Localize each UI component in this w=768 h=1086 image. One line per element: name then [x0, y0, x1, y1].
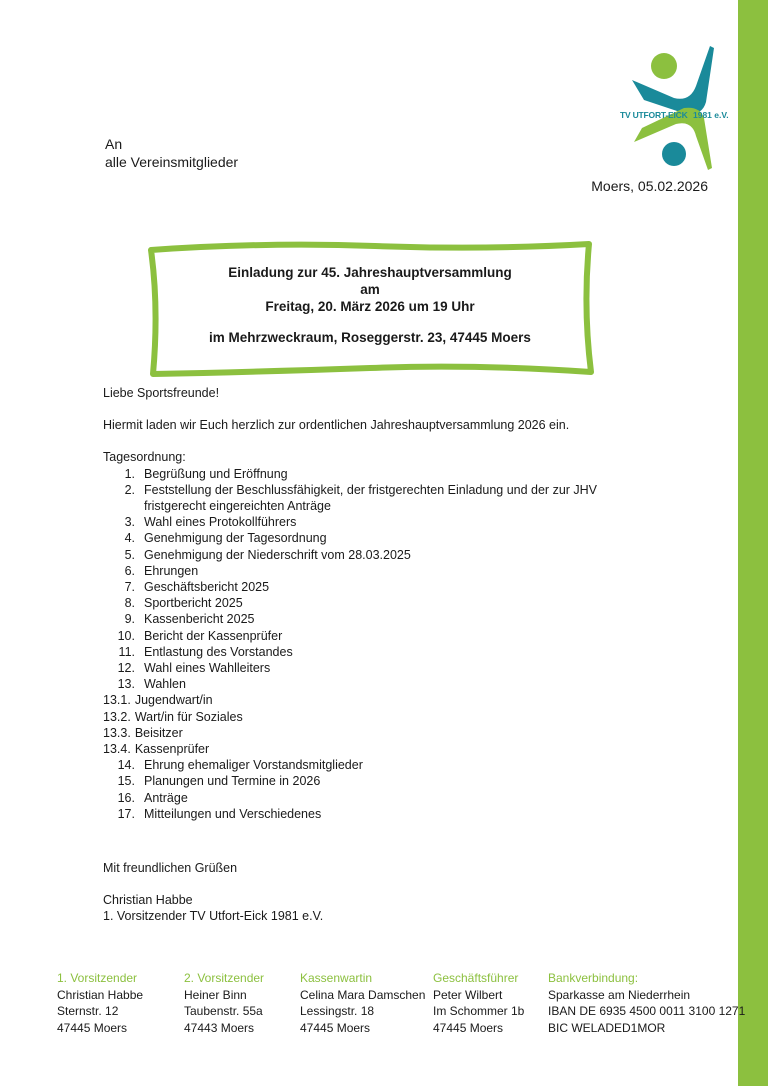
recipient [105, 135, 238, 171]
recipient-line-2: alle Vereinsmitglieder [105, 154, 239, 170]
agenda-subitem: 13.1. Jugendwart/in [103, 693, 213, 708]
letter-body [103, 385, 703, 925]
agenda-title: Tagesordnung: [103, 450, 186, 465]
green-side-bar [738, 0, 768, 1086]
invitation-am: am [360, 282, 380, 297]
letter-date: Moers, 05.02.2026 [591, 178, 708, 194]
agenda-item: 10. Bericht der Kassenprüfer [117, 628, 283, 643]
agenda-item: 11. Entlastung des Vorstandes [118, 644, 293, 659]
footer-col-vice-chairman: 2. Vorsitzender Heiner Binn Taubenstr. 55a 47443 Moers [184, 971, 265, 1035]
agenda-item: 12. Wahl eines Wahlleiters [117, 661, 271, 676]
signature-title: 1. Vorsitzender TV Utfort-Eick 1981 e.V. [103, 909, 324, 924]
agenda-item: 6. Ehrungen [124, 563, 199, 578]
logo-name-left: TV UTFORT-EICK [620, 110, 688, 120]
recipient-line-1: An [105, 136, 123, 152]
agenda-item: 14. Ehrung ehemaliger Vorstandsmitglieder [117, 758, 363, 773]
club-logo-icon [612, 42, 730, 172]
invitation-box [145, 238, 595, 380]
intro-text: Hiermit laden wir Euch herzlich zur ordentlichen Jahreshauptversammlung 2026 ein. [103, 418, 570, 433]
footer-col-chairman: 1. Vorsitzender Christian Habbe Sternstr. 12 47445 Moers [57, 971, 144, 1035]
agenda-item: 15. Planungen und Termine in 2026 [117, 774, 321, 789]
agenda-item: 7. Geschäftsbericht 2025 [124, 580, 270, 595]
signature-name: Christian Habbe [103, 893, 193, 908]
agenda-item: 2. Feststellung der Beschlussfähigkeit, der fristgerechten Einladung und der zur JHV fristgerecht eingereichten Anträge [124, 482, 598, 514]
agenda-item: 8. Sportbericht 2025 [124, 596, 243, 611]
agenda-item: 4. Genehmigung der Tagesordnung [124, 531, 327, 546]
agenda-item: 16. Anträge [117, 790, 188, 805]
salutation: Liebe Sportsfreunde! [103, 386, 220, 400]
agenda-item: 13. Wahlen [117, 677, 186, 692]
agenda-subitem: 13.4. Kassenprüfer [103, 742, 210, 757]
agenda-item: 1. Begrüßung und Eröffnung [124, 466, 288, 481]
agenda-subitem: 13.3. Beisitzer [103, 725, 183, 740]
agenda-item: 17. Mitteilungen und Verschiedenes [117, 806, 322, 821]
footer-col-treasurer: Kassenwartin Celina Mara Damschen Lessingstr. 18 47445 Moers [300, 971, 426, 1035]
agenda-item: 3. Wahl eines Protokollführers [124, 515, 297, 530]
invitation-title: Einladung zur 45. Jahreshauptversammlung [228, 265, 512, 280]
invitation-location: im Mehrzweckraum, Roseggerstr. 23, 47445 Moers [209, 330, 531, 345]
invitation-datetime: Freitag, 20. März 2026 um 19 Uhr [265, 299, 475, 314]
agenda-subitem: 13.2. Wart/in für Soziales [103, 709, 243, 724]
footer-col-managing-director: Geschäftsführer Peter Wilbert Im Schommer 1b 47445 Moers [433, 971, 525, 1035]
closing-greeting: Mit freundlichen Grüßen [103, 861, 238, 876]
agenda-item: 5. Genehmigung der Niederschrift vom 28.03.2025 [124, 547, 411, 562]
agenda-list [103, 466, 703, 822]
footer-col-bank: Bankverbindung: Sparkasse am Niederrhein IBAN DE 6935 4500 0011 3100 1271 BIC WELADED1MOR [548, 971, 746, 1035]
logo-name-right: 1981 e.V. [693, 110, 729, 120]
agenda-item: 9. Kassenbericht 2025 [124, 612, 255, 627]
